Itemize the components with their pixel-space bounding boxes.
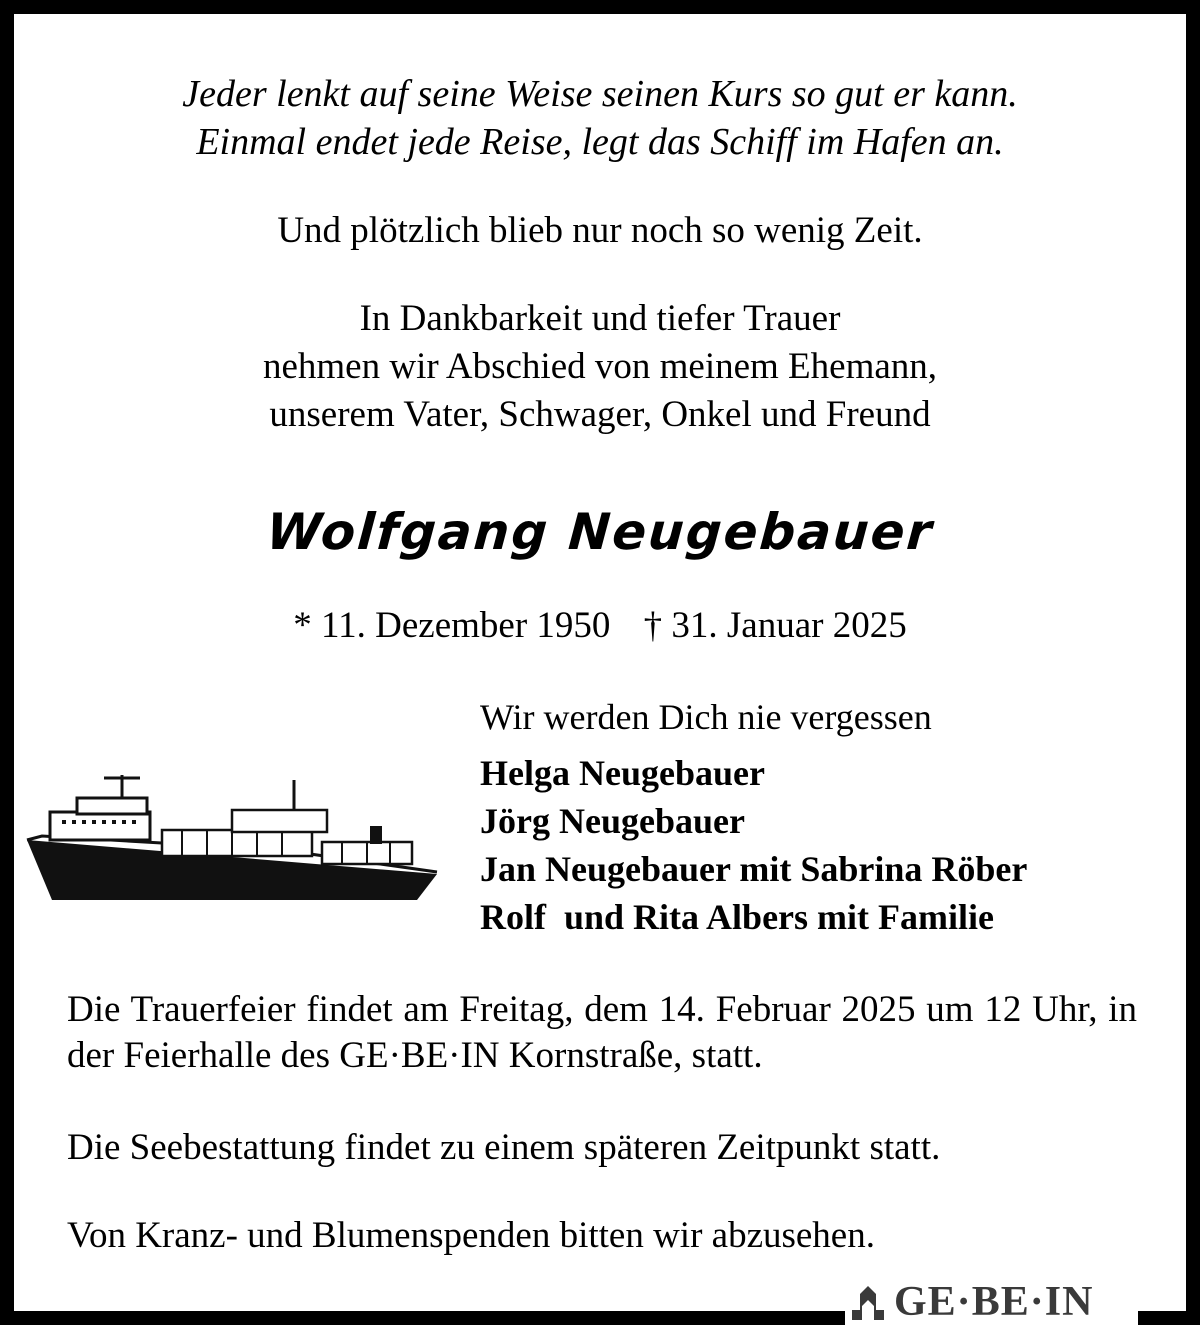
border-top: [0, 0, 1200, 14]
border-left: [0, 0, 14, 1325]
announcement-line-2: nehmen wir Abschied von meinem Ehemann,: [262, 346, 938, 387]
poem-quote: [0, 70, 1200, 166]
birth-date: * 11. Dezember 1950: [293, 605, 611, 646]
mourners-heading: Wir werden Dich nie vergessen: [480, 697, 932, 737]
mourners-block: [480, 693, 1027, 941]
intro-text: Und plötzlich blieb nur noch so wenig Zeit.: [277, 210, 923, 251]
gebein-logo: [848, 1278, 1093, 1325]
quote-line-1: Jeder lenkt auf seine Weise seinen Kurs so gut er kann.: [182, 73, 1018, 115]
ship-illustration: [22, 770, 442, 910]
death-date: † 31. Januar 2025: [643, 605, 907, 646]
deceased-name: Wolfgang Neugebauer: [264, 503, 936, 561]
mourner-name: Helga Neugebauer: [480, 753, 765, 793]
mourner-name: Jörg Neugebauer: [480, 801, 745, 841]
life-dates: [0, 604, 1200, 647]
announcement: [0, 295, 1200, 439]
border-bottom-right: [1138, 1311, 1200, 1325]
gebein-logo-text: GE·BE·IN: [894, 1278, 1094, 1325]
ceremony-notice: Die Trauerfeier findet am Freitag, dem 14. Februar 2025 um 12 Uhr, in der Feierhalle des GE·BE·IN Kornstraße, statt.: [67, 989, 1137, 1076]
donations-notice: Von Kranz- und Blumenspenden bitten wir abzusehen.: [67, 1215, 875, 1256]
sea-burial-notice: Die Seebestattung findet zu einem späteren Zeitpunkt statt.: [67, 1127, 941, 1168]
gebein-logo-icon: [848, 1282, 888, 1322]
mourner-name: Jan Neugebauer mit Sabrina Röber: [480, 849, 1028, 889]
border-bottom: [0, 1311, 845, 1325]
announcement-line-3: unserem Vater, Schwager, Onkel und Freund: [269, 394, 931, 435]
announcement-line-1: In Dankbarkeit und tiefer Trauer: [359, 298, 841, 339]
quote-line-2: Einmal endet jede Reise, legt das Schiff im Hafen an.: [196, 121, 1004, 163]
border-right: [1186, 0, 1200, 1325]
mourner-name: Rolf und Rita Albers mit Familie: [480, 897, 994, 937]
